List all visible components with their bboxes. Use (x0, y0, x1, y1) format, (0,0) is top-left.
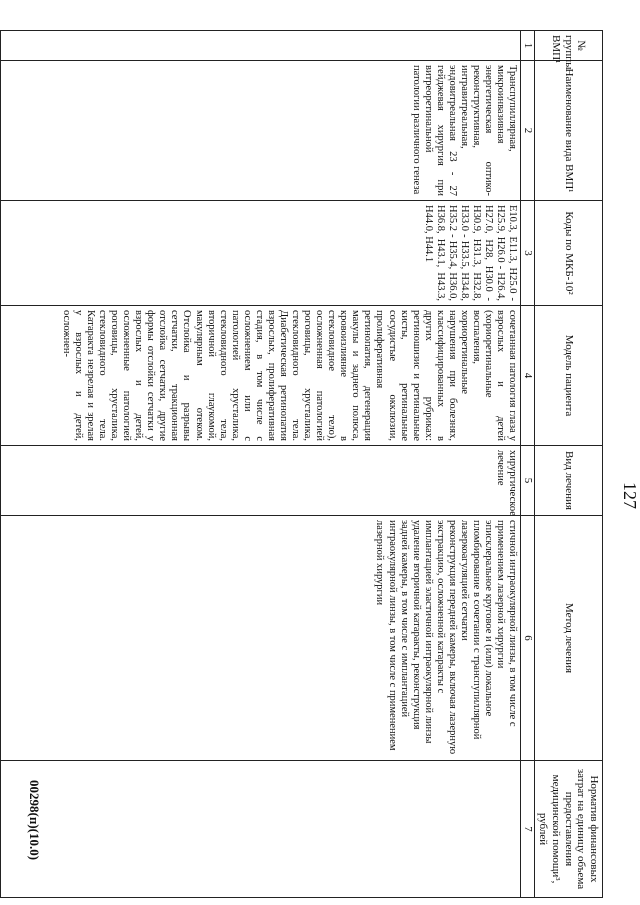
column-number: 5 (521, 446, 535, 516)
column-number: 4 (521, 306, 535, 446)
column-number: 3 (521, 201, 535, 306)
header-treatment-type: Вид лечения (534, 446, 602, 516)
icd-codes-cell: Е10.3, Е11.3, Н25.0 - Н25.9, Н26.0 - Н26.4, Н27.0, Н28, Н30.0 - Н30.9, Н31.3, Н32.8, Н33.0 - Н33.5, Н34.8, Н35.2 - Н35.4, Н36.0, Н36.8, Н43.1, Н43.3, Н44.0, Н44.1 (1, 201, 521, 306)
vmp-name-cell: Транспупиллярная, микроинвазивная энергетическая оптико-реконструктивная, интравитреальная, эндовитреальная 23 - 27 гейджевая хирургия при витреоретинальной патологии различного генеза (1, 61, 521, 201)
column-number-row (521, 31, 535, 898)
table-row (1, 31, 521, 898)
treatment-method-cell: стичной интраокулярной линзы, в том числе с применением лазерной хирургии эписклеральное круговое и (или) локальное пломбирование в сочетании с транспупиллярной лазеркоагуляцией сетчатки реконструкция передней камеры, включая лазерную экстракцию, осложненной катаракты с имплантацией эластичной интраокулярной линзы удаление вторичной катаракты, реконструкция задней камеры, в том числе с имплантацией интраокулярной линзы, в том числе с применением лазерной хирургии (1, 516, 521, 761)
column-number: 6 (521, 516, 535, 761)
column-number: 7 (521, 761, 535, 898)
header-name: Наименование вида ВМП¹ (534, 61, 602, 201)
header-group: № группы ВМП¹ (534, 31, 602, 61)
header-cost: Норматив финансовых затрат на единицу объема предоставления медицинской помощи³, рублей (534, 761, 602, 898)
column-number: 1 (521, 31, 535, 61)
page-number: 127 (620, 482, 640, 509)
header-model: Модель пациента (534, 306, 602, 446)
document-code: 00298(п)(10.0) (27, 780, 42, 861)
patient-model-cell: сочетанная патология глаза у взрослых и детей (хориоретинальные воспаления, хориоретинальные нарушения при болезнях, классифицированных в других рубриках: ретиношизис и ретинальные кисты, ретинальные сосудистые окклюзии, пролиферативная ретинопатия, дегенерация макулы и заднего полюса, кровоизлияние в стекловидное тело), осложненная патологией роговицы, хрусталика, стекловидного тела. Диабетическая ретинопатия взрослых, пролиферативная стадия, в том числе с осложнением или с патологией хрусталика, стекловидного тела, вторичной глаукомой, макулярным отеком. Отслойка и разрывы сетчатки, тракционная отслойка сетчатки, другие формы отслойки сетчатки у взрослых и детей, осложненные патологией роговицы, хрусталика, стекловидного тела. Катаракта незрелая и зрелая у взрослых и детей, осложнен- (1, 306, 521, 446)
group-cell (1, 31, 521, 61)
header-codes: Коды по МКБ-10² (534, 201, 602, 306)
column-number: 2 (521, 61, 535, 201)
cost-cell (1, 761, 521, 898)
header-row (534, 31, 602, 898)
header-method: Метод лечения (534, 516, 602, 761)
treatment-type-cell: хирургическое лечение (1, 446, 521, 516)
vmp-table (0, 30, 603, 898)
